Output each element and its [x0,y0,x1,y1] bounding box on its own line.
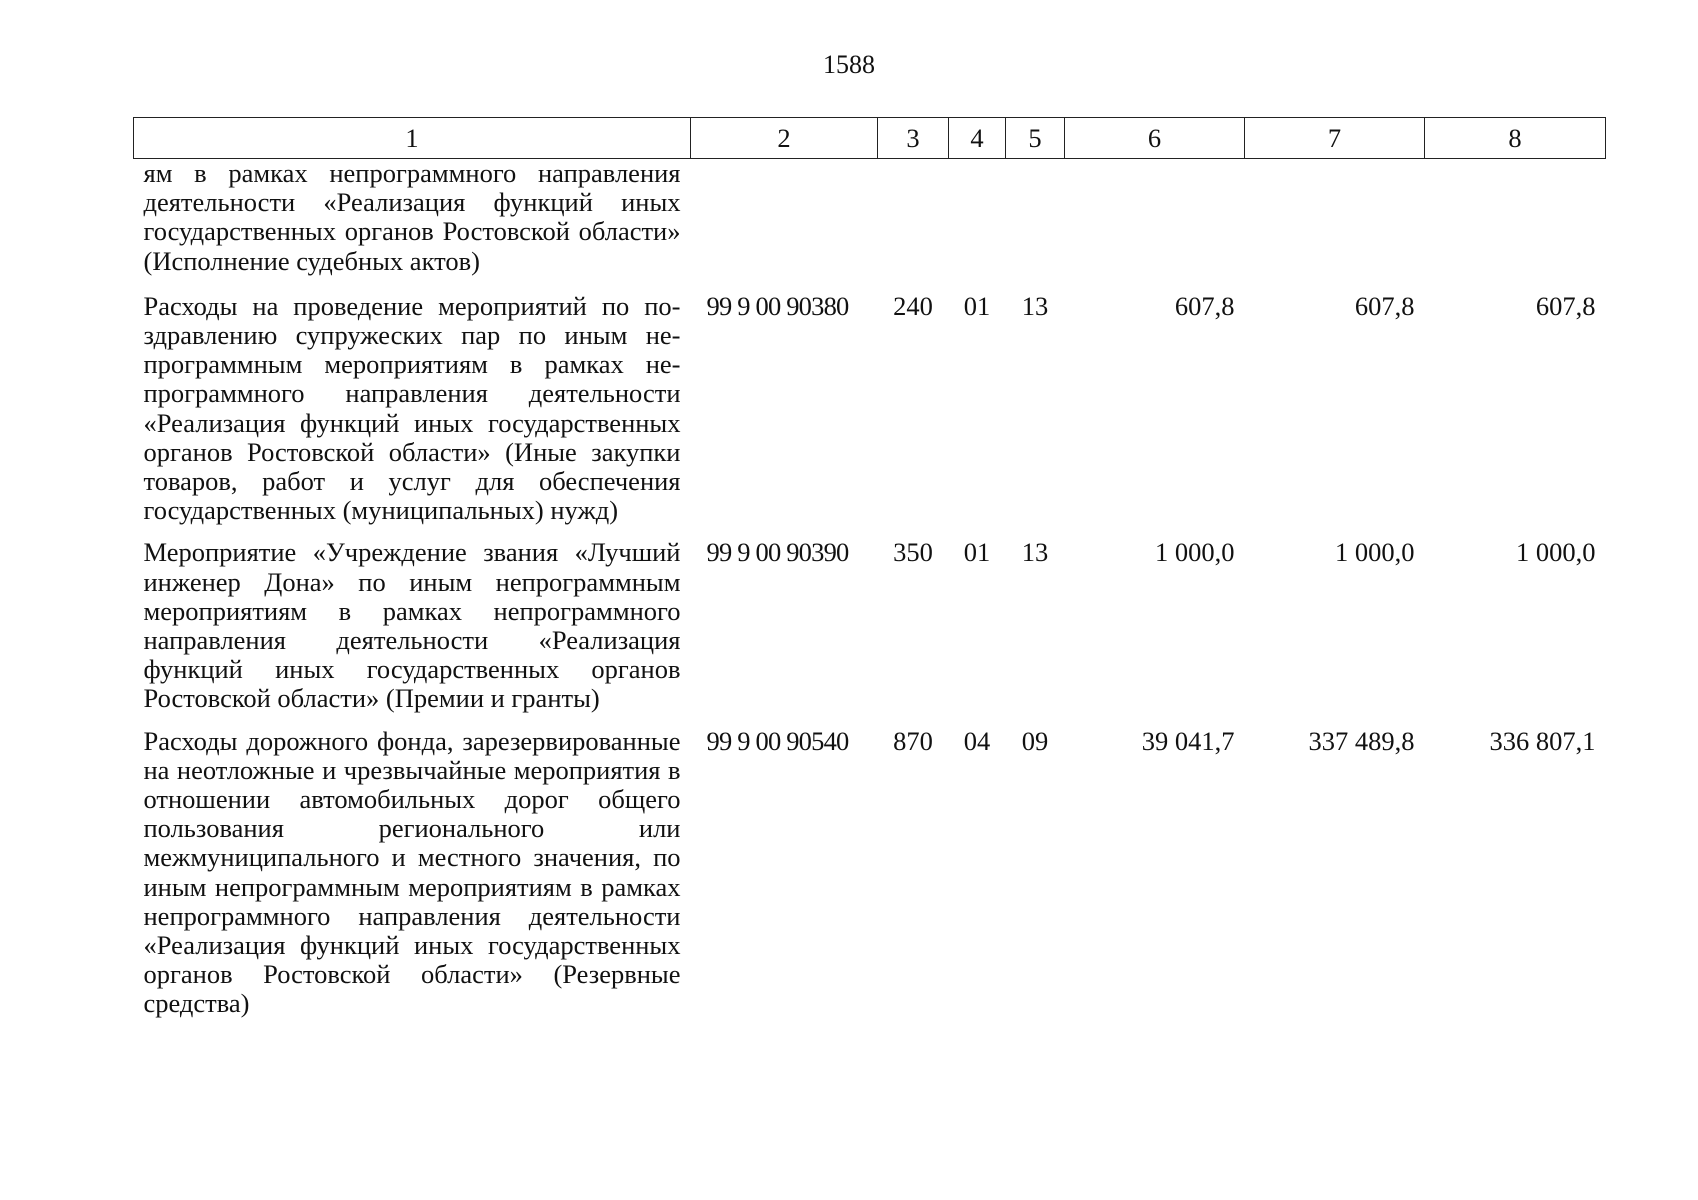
header-col-1: 1 [134,118,691,159]
table-body [134,159,1606,1032]
row-col-3: 350 [893,537,933,568]
row-description: ям в рамках непрограммного направления деятельности «Реализация функций иных государственных органов Ростовской области» (Исполнение судебных актов) [143,158,681,276]
row-col-5: 13 [1021,537,1049,568]
table-row [134,727,1606,1032]
page-number: 1588 [823,50,875,79]
table-row [134,292,1606,539]
row-col-7: 607,8 [1354,290,1415,321]
row-col-8 [1425,159,1606,292]
row-col-3: 870 [893,725,933,756]
continuation-row [134,159,1606,292]
row-col-5: 09 [1021,725,1049,756]
row-col-7: 337 489,8 [1308,725,1415,756]
row-description: Расходы дорожного фонда, зарезервированные на неотложные и чрезвычайные мероприятия в отношении автомобильных дорог общего пользования регионального или межмуниципального и местного значения, по иным непрограммным мероприятиям в рамках непрограммного направления деятельности «Реализация функций иных государственных органов Ростовской области» (Резервные средства) [143,725,681,1019]
header-col-7: 7 [1245,118,1425,159]
row-code [691,159,878,292]
row-col-3: 240 [893,290,933,321]
header-col-3: 3 [878,118,949,159]
row-col-3 [878,159,949,292]
row-col-6: 607,8 [1174,290,1235,321]
header-col-8: 8 [1425,118,1606,159]
budget-table [133,117,1606,1032]
row-code: 99 9 00 90380 [706,290,849,321]
row-col-8: 607,8 [1535,290,1596,321]
row-col-4: 01 [963,290,991,321]
row-col-8: 336 807,1 [1489,725,1596,756]
row-code: 99 9 00 90540 [706,725,849,756]
row-col-7 [1245,159,1425,292]
header-col-5: 5 [1006,118,1065,159]
header-col-6: 6 [1065,118,1245,159]
row-col-4 [949,159,1006,292]
row-col-5 [1006,159,1065,292]
row-col-8: 1 000,0 [1516,537,1596,568]
row-col-4: 04 [963,725,991,756]
row-col-7: 1 000,0 [1335,537,1415,568]
table-row [134,538,1606,726]
row-col-6: 39 041,7 [1141,725,1235,756]
row-col-6: 1 000,0 [1155,537,1235,568]
row-description: Расходы на проведение мероприятий по поздравлению супружеских пар по иным непрограммным мероприятиям в рамках непрограммного направления деятельности «Реализация функций иных государственных органов Ростовской области» (Иные закупки товаров, работ и услуг для обеспечения государственных (муниципальных) нужд) [143,290,681,526]
row-col-5: 13 [1021,290,1049,321]
row-code: 99 9 00 90390 [706,537,849,568]
header-row [134,118,1606,159]
row-col-4: 01 [963,537,991,568]
header-col-2: 2 [691,118,878,159]
header-col-4: 4 [949,118,1006,159]
row-col-6 [1065,159,1245,292]
table-header [134,118,1606,159]
row-description: Мероприятие «Учреждение звания «Лучший инженер Дона» по иным непрограммным мероприятиям в рамках непрограммного направления деятельности «Реализация функций иных государственных органов Ростовской области» (Премии и гранты) [143,537,681,714]
